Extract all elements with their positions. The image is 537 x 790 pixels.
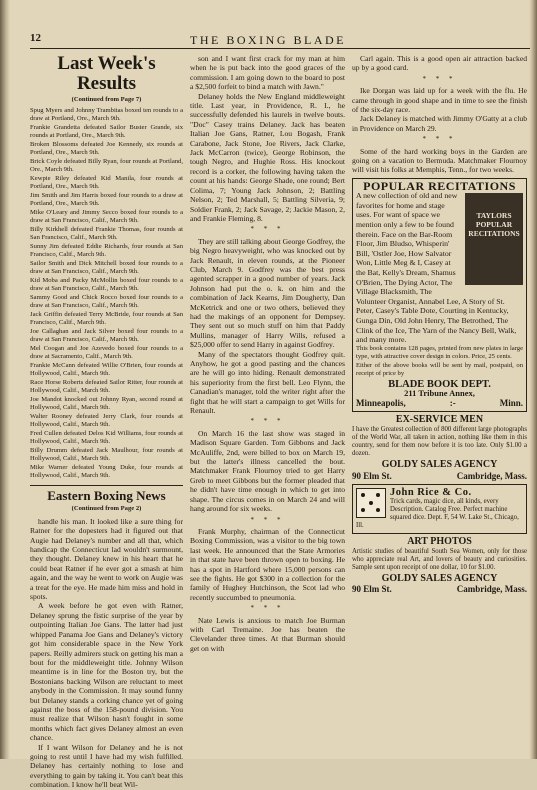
section-stars: * * * bbox=[250, 604, 285, 613]
results-continued: (Continued from Page 7) bbox=[71, 96, 142, 103]
article-paragraph: Many of the spectators thought Godfrey quit. Anyhow, he got a good pasting and the chances are he will go into hiding. Renault demonstrated his superiority from the first bell. Leo Flynn, the Canadian's manager, told the writer right after the fight that he will start a campaign to get Wills for Renault. bbox=[190, 349, 345, 416]
result-item: Brick Coyle defeated Billy Ryan, four rounds at Portland, Ore., March 9th. bbox=[30, 158, 183, 174]
result-item: Mike O'Leary and Jimmy Secco boxed four rounds to a draw at San Francisco, Calif., March 9th. bbox=[30, 209, 183, 225]
result-item: Sammy Good and Chick Rocco boxed four rounds to a draw at San Francisco, Calif., March 9th. bbox=[30, 294, 183, 310]
result-item: Walter Rooney defeated Jerry Clark, four rounds at Hollywood, Calif., March 9th. bbox=[30, 413, 183, 429]
ad-title: John Rice & Co. bbox=[390, 487, 472, 499]
ad-street: 90 Elm St. bbox=[352, 584, 392, 595]
ad-fine-print: This book contains 128 pages, printed from new plates in large type, with attractive cover design in colors. Price, 25 cents. bbox=[356, 344, 523, 360]
ad-city-sep: :- bbox=[449, 397, 456, 408]
news-paragraph: handle his man. It looked like a sure thing for Ratner for the dopesters had it figured out that Augie had Delaney's number and all that, which handicap the Connecticut lad wouldn't surmount, they thought. Delaney knew in his heart that he could beat Ratner if he ever got a smash at him again, and the way he went to work on Augie was a treat for the eye. He made him miss and hold in spots. bbox=[30, 516, 183, 602]
dice-icon bbox=[356, 488, 386, 518]
ad-body: Artistic studies of beautiful South Sea Women, only for those who appreciate real Art, and lovers of beauty and curiosities. Sample sent upon receipt of one dollar, 10 for $1.00. bbox=[352, 548, 527, 572]
result-item: Billy Kirkhell defeated Frankie Thomas, four rounds at San Francisco, Calif., March 9th. bbox=[30, 226, 183, 242]
ad-company: GOLDY SALES AGENCY bbox=[381, 459, 498, 471]
result-item: Sailor Smith and Dick Mitchell boxed four rounds to a draw at San Francisco, Calif., March 9th. bbox=[30, 260, 183, 276]
article-paragraph: They are still talking about George Godfrey, the big Negro heavyweight, who was knocked out by Jack Renault, in eleven rounds, at the Pioneer Club, March 9. Godfrey was the best press agented scrapper in a good number of years. Jack Johnson had put the o. k. on him and the combination of Jack Kearns, Jim Dougherty, Dan McKetrick and one or two others, believed they had the makings of an opponent for Dempsey. They sent out so much stuff on him that Paddy Mullins, manager of Harry Wills, refused a $25,000 offer to send Harry in against Godfrey. bbox=[190, 236, 345, 350]
ad-city: Cambridge, Mass. bbox=[456, 470, 527, 481]
ad-state: Minn. bbox=[499, 397, 523, 408]
news-headline: Eastern Boxing News bbox=[30, 485, 183, 503]
column-3 bbox=[352, 54, 527, 749]
ad-title: EX-SERVICE MEN bbox=[395, 414, 484, 425]
running-title: THE BOXING BLADE bbox=[190, 33, 346, 47]
news-continued: (Continued from Page 2) bbox=[71, 505, 142, 513]
ad-art-photos bbox=[352, 537, 527, 595]
result-item: Jack Griffin defeated Terry McBride, four rounds at San Francisco, Calif., March 9th. bbox=[30, 311, 183, 327]
ad-city: Minneapolis, bbox=[356, 397, 406, 408]
article-paragraph: Nate Lewis is anxious to match Joe Burman with Carl Tremaine. Joe has beaten the Clevelander three times. At that Burman should get on with bbox=[190, 615, 345, 653]
ad-company: BLADE BOOK DEPT. bbox=[388, 378, 491, 390]
result-item: Mel Coogan and Joe Azevedo boxed four rounds to a draw at Sacramento, Calif., March 9th. bbox=[30, 345, 183, 361]
ad-fine-print: Either of the above books will be sent by mail, postpaid, on receipt of price by bbox=[356, 361, 523, 377]
article-paragraph: Frank Murphy, chairman of the Connecticut Boxing Commission, was a visitor to the big town last week. He announced that the State Armories in that state have been thrown open to boxing. He has a spot in Hartford where 15,000 persons can see the fights. He got $300 in a collection for the family of Hughey Hutchinson, the Scot lad who recently succumbed to pneumonia. bbox=[190, 526, 345, 602]
ad-body: Trick cards, magic dice, all kinds, every Description. Catalog Free. Perfect machine squared dice. Dept. F, 54 W. Lake St., Chicago, Ill. bbox=[356, 497, 519, 529]
page-edge-right bbox=[529, 0, 537, 759]
result-item: Jim Smith and Jim Harris boxed four rounds to a draw at Portland, Ore., March 9th. bbox=[30, 192, 183, 208]
page-edge-left bbox=[0, 0, 10, 759]
section-stars: * * * bbox=[250, 417, 285, 426]
result-item: Spug Myers and Johnny Trambitas boxed ten rounds to a draw at Portland, Ore., March 9th. bbox=[30, 107, 183, 123]
page-number: 12 bbox=[30, 32, 41, 44]
ad-title: ART PHOTOS bbox=[407, 535, 472, 547]
article-paragraph: Jack Delaney is matched with Jimmy O'Gatty at a club in Providence on March 29. bbox=[352, 114, 527, 133]
article-paragraph: Some of the hard working boys in the Garden are going on a vacation to Bermuda. Matchmaker Flournoy will visit his folks at Memphis, Tenn., for two weeks. bbox=[352, 146, 527, 175]
result-item: Race Horse Roberts defeated Sailor Ritter, four rounds at Hollywood, Calif., March 9th. bbox=[30, 379, 183, 395]
ad-address-line bbox=[352, 472, 527, 481]
news-paragraph: A week before he got even with Ratner, Delaney sprung the fistic surprise of the year by outpointing Italian Joe Gans. The latter had just whipped Panama Joe Gans and Delaney's victory got him considerable space in the New York papers. Reilly admirers stuck on getting his man a bout for the middleweight title. Johnny Wilson meantime is in line for the Boston try, but the Bostonians backing Wilson are reluctant to meet anybody in the Commission. It may sound funny but Delaney stands a corking chance yet of going against the boss of the 158-pound division. You must realize that Wilson hasn't fought in some months which fact gives Delaney almost an even chance. bbox=[30, 601, 183, 743]
article-paragraph: Ike Dorgan was laid up for a week with the flu. He came through in good shape and in time to see the finish of the six-day race. bbox=[352, 86, 527, 115]
result-item: Sunny Jim defeated Eddie Richards, four rounds at San Francisco, Calif., March 9th. bbox=[30, 243, 183, 259]
article-paragraph: On March 16 the last show was staged in Madison Square Garden. Tom Gibbons and Jack McAuliffe, 2nd, were billed to box on March 19, but the latter's illness cancelled the bout. Matchmaker Frank Flournoy tried to get Harry Greb to meet Gibbons but the former pleaded that he didn't have time enough in which to get into shape. The circus comes in on March 24 and will hang around for six weeks. bbox=[190, 428, 345, 514]
ad-company: GOLDY SALES AGENCY bbox=[381, 573, 498, 585]
book-cover-image: TAYLORS POPULAR RECITATIONS bbox=[465, 193, 523, 285]
ad-body: I have the Greatest collection of 800 different large photographs of the World War, all taken in action, nothing like them in this country, send for them now before it is too late. Only $1.00 a dozen. bbox=[352, 426, 527, 458]
section-stars: * * * bbox=[250, 225, 285, 234]
section-stars: * * * bbox=[422, 74, 457, 83]
ad-street: 90 Elm St. bbox=[352, 470, 392, 481]
ad-ex-service bbox=[352, 415, 527, 481]
result-item: Fred Cullen defeated Delos Kid Williams, four rounds at Hollywood, Calif., March 9th. bbox=[30, 430, 183, 446]
section-stars: * * * bbox=[250, 515, 285, 524]
column-1 bbox=[30, 53, 183, 790]
header-rule bbox=[30, 48, 530, 49]
ad-body: A new collection of old and new favorites for home and stage uses. For want of space we mention only a few to be found therein. Face on the Bar-Room Floor, Jim Bludso, Whisperin' Bill, 'Ostler Joe, How Salvator Won, Little Meg & I, Casey at the Bat, Kelly's Dream, Shamus O'Brien, The Dying Actor, The Village Blacksmith, The Volunteer Organist, Annabel Lee, A Story of St. Peter, Casey's Table Dote, Courting in Kentucky, Gunga Din, Old John Henry, The Betrothed, The Clink of the Ice, The Yarn of the Nancy Bell, Walk, and many more. bbox=[356, 191, 517, 345]
result-item: Frankie McCann defeated Willie O'Brien, four rounds at Hollywood, Calif., March 9th. bbox=[30, 362, 183, 378]
ad-city: Cambridge, Mass. bbox=[456, 584, 527, 595]
result-item: Mike Warner defeated Young Duke, four rounds at Hollywood, Calif., March 9th. bbox=[30, 464, 183, 480]
result-item: Kid Moba and Packy McMollin boxed four rounds to a draw at San Francisco, Calif., March 9th. bbox=[30, 277, 183, 293]
result-item: Joe Callaghan and Jack Silver boxed four rounds to a draw at San Francisco, Calif., March 9th. bbox=[30, 328, 183, 344]
results-headline: Last Week's Results bbox=[57, 53, 156, 94]
result-item: Broken Blossoms defeated Joe Kennedy, six rounds at Portland, Ore., March 9th. bbox=[30, 141, 183, 157]
ad-popular-recitations bbox=[352, 178, 527, 412]
article-paragraph: Delaney holds the New England middleweight title. Last year, in Providence, R. I., he successfully defended his laurels in twelve bouts. "Doc" Casey trains Delaney. Jack has beaten Italian Joe Gans, Ratner, Lou Bogash, Frank Carabone, Jack Stone, Joe Rivers, Jack Clarke, Jack McCarron (twice), George Robinson, the tough Negro, and Hughie Ross. His knockout record is a corker, the following having taken the count at his hands: George Shade, one round; Bert Colima, 7; Young Jack Johnson, 2; Battling Nelson, 2; Ted Marshall, 5; Battling Silveria, 9; Soldier Frank, 2; Jack Savage, 2; Jackie Mason, 2, and Frankie Fleming, 8. bbox=[190, 91, 345, 223]
ad-city-line bbox=[356, 399, 523, 408]
ad-address: 211 Tribune Annex, bbox=[404, 388, 475, 399]
news-paragraph: If I want Wilson for Delaney and he is not going to rest until I have had my wish fulfilled. Delaney has certainly nothing to lose and everything to gain by taking it. You can't beat this combination. I know he'll beat Wil- bbox=[30, 742, 183, 790]
result-item: Joe Mandot knocked out Johnny Ryan, second round at Hollywood, Calif., March 9th. bbox=[30, 396, 183, 412]
ad-title: POPULAR RECITATIONS bbox=[363, 178, 516, 193]
results-list bbox=[30, 107, 183, 480]
section-stars: * * * bbox=[422, 135, 457, 144]
column-2 bbox=[190, 54, 345, 749]
result-item: Billy Drumm defeated Jack Maulhour, four rounds at Hollywood, Calif., March 9th. bbox=[30, 447, 183, 463]
result-item: Frankie Grandetta defeated Sailor Buster Grande, six rounds at Portland, Ore., March 9th. bbox=[30, 124, 183, 140]
ad-address-line bbox=[352, 585, 527, 594]
article-paragraph: son and I want first crack for my man at him when he is put back into the good graces of the commission. I am going down to the board to post a $2,500 forfeit to bind a match with Jawn." bbox=[190, 54, 345, 92]
article-paragraph: Carl again. This is a good open air attraction backed up by a good card. bbox=[352, 54, 527, 73]
ad-john-rice bbox=[352, 484, 527, 533]
result-item: Kewpie Riley defeated Kid Manila, four rounds at Portland, Ore., March 9th. bbox=[30, 175, 183, 191]
